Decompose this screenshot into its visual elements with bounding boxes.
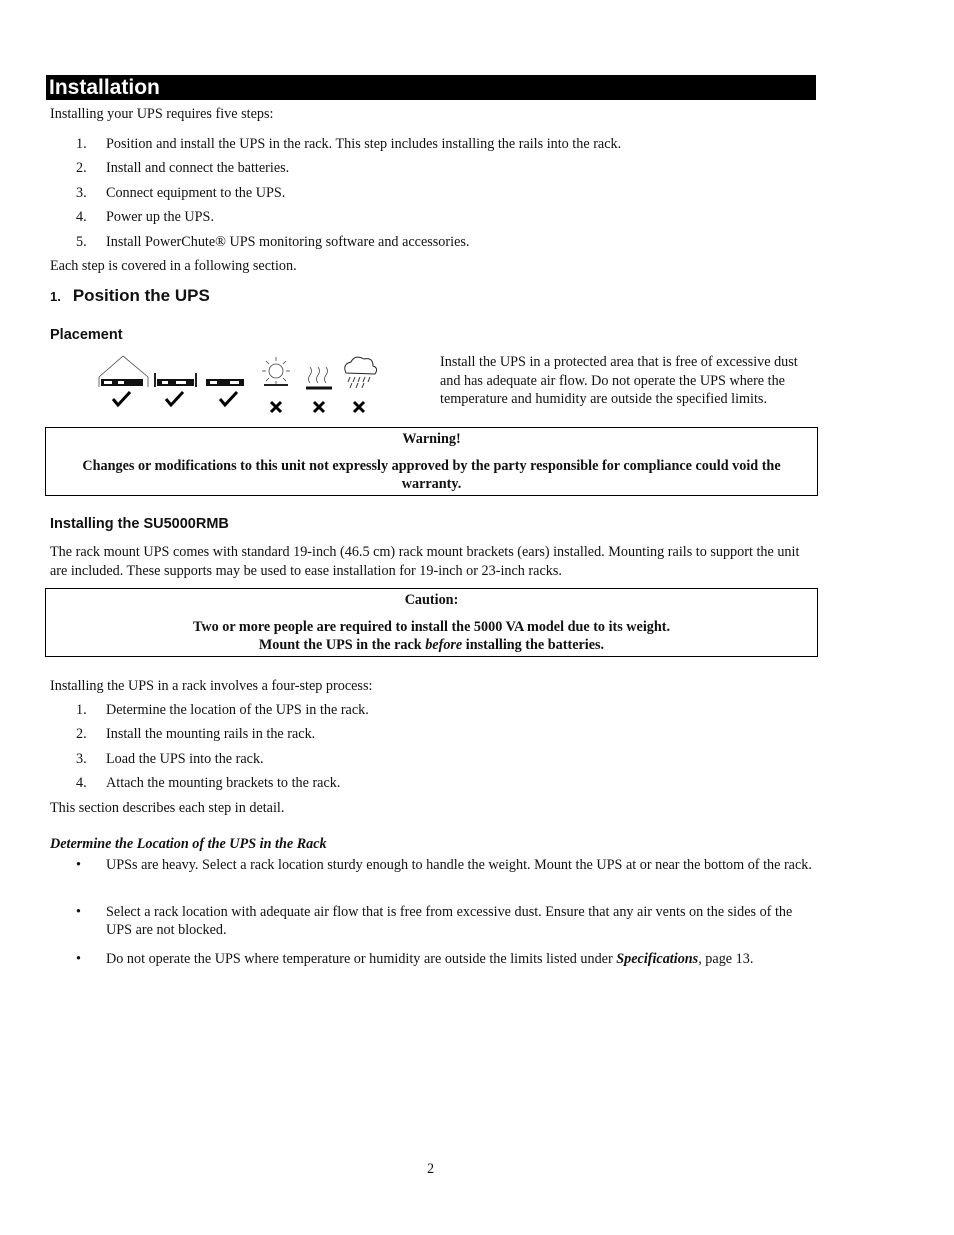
rack-ok-icon [206,379,244,405]
caution-line2: Mount the UPS in the rack before installing the batteries. [258,637,605,653]
caution-title: Caution: [404,592,459,608]
bullet-icon: • [76,951,81,967]
caution-box [45,588,818,657]
warning-title: Warning! [402,431,461,447]
list-item: 1. Determine the location of the UPS in the rack. [76,702,369,718]
heading-placement: Placement [50,327,123,343]
page-number: 2 [427,1161,435,1177]
list-item: 4. Power up the UPS. [76,209,214,225]
list-item: 2. Install and connect the batteries. [76,160,290,176]
rack-intro: Installing the UPS in a rack involves a four-step process: [50,678,373,694]
list-item: 1. Position and install the UPS in the rack. This step includes installing the rails into the rack. [76,136,622,152]
list-item: 5. Install PowerChute® UPS monitoring software and accessories. [76,234,470,250]
rack-outro: This section describes each step in detail. [50,800,285,816]
heading-position-ups: 1. Position the UPS [50,286,210,305]
heading-installing: Installing the SU5000RMB [50,516,229,532]
intro-text: Installing your UPS requires five steps: [50,106,274,122]
warning-box [45,427,818,496]
warning-body: Changes or modifications to this unit not expressly approved by the party responsible for compliance could void the warranty. [82,458,781,492]
list-item: 3. Load the UPS into the rack. [76,751,264,767]
sun-not-ok-icon [262,357,290,412]
bullet-icon: • [76,857,81,873]
placement-text: Install the UPS in a protected area that is free of excessive dust and has adequate air flow. Do not operate the UPS where the temperature and humidity are outside the specified limits. [440,354,798,407]
section-title: Installation [46,75,816,100]
caution-line1: Two or more people are required to install the 5000 VA model due to its weight. [192,619,671,635]
bullet-icon: • [76,904,81,920]
steps-outro: Each step is covered in a following section. [50,258,297,274]
heat-not-ok-icon [306,367,332,412]
list-item: 4. Attach the mounting brackets to the rack. [76,775,341,791]
shelf-ok-icon [155,373,196,405]
list-item: 3. Connect equipment to the UPS. [76,185,286,201]
rain-not-ok-icon [345,357,377,412]
installing-paragraph: The rack mount UPS comes with standard 19-inch (46.5 cm) rack mount brackets (ears) installed. Mounting rails to support the unit are included. These supports may be used to ease installation for 19-inch or 23-inch racks. [50,544,800,579]
heading-location: Determine the Location of the UPS in the Rack [50,836,327,852]
list-item: 2. Install the mounting rails in the rack. [76,726,316,742]
placement-icons [96,355,386,417]
house-ok-icon [99,356,148,405]
